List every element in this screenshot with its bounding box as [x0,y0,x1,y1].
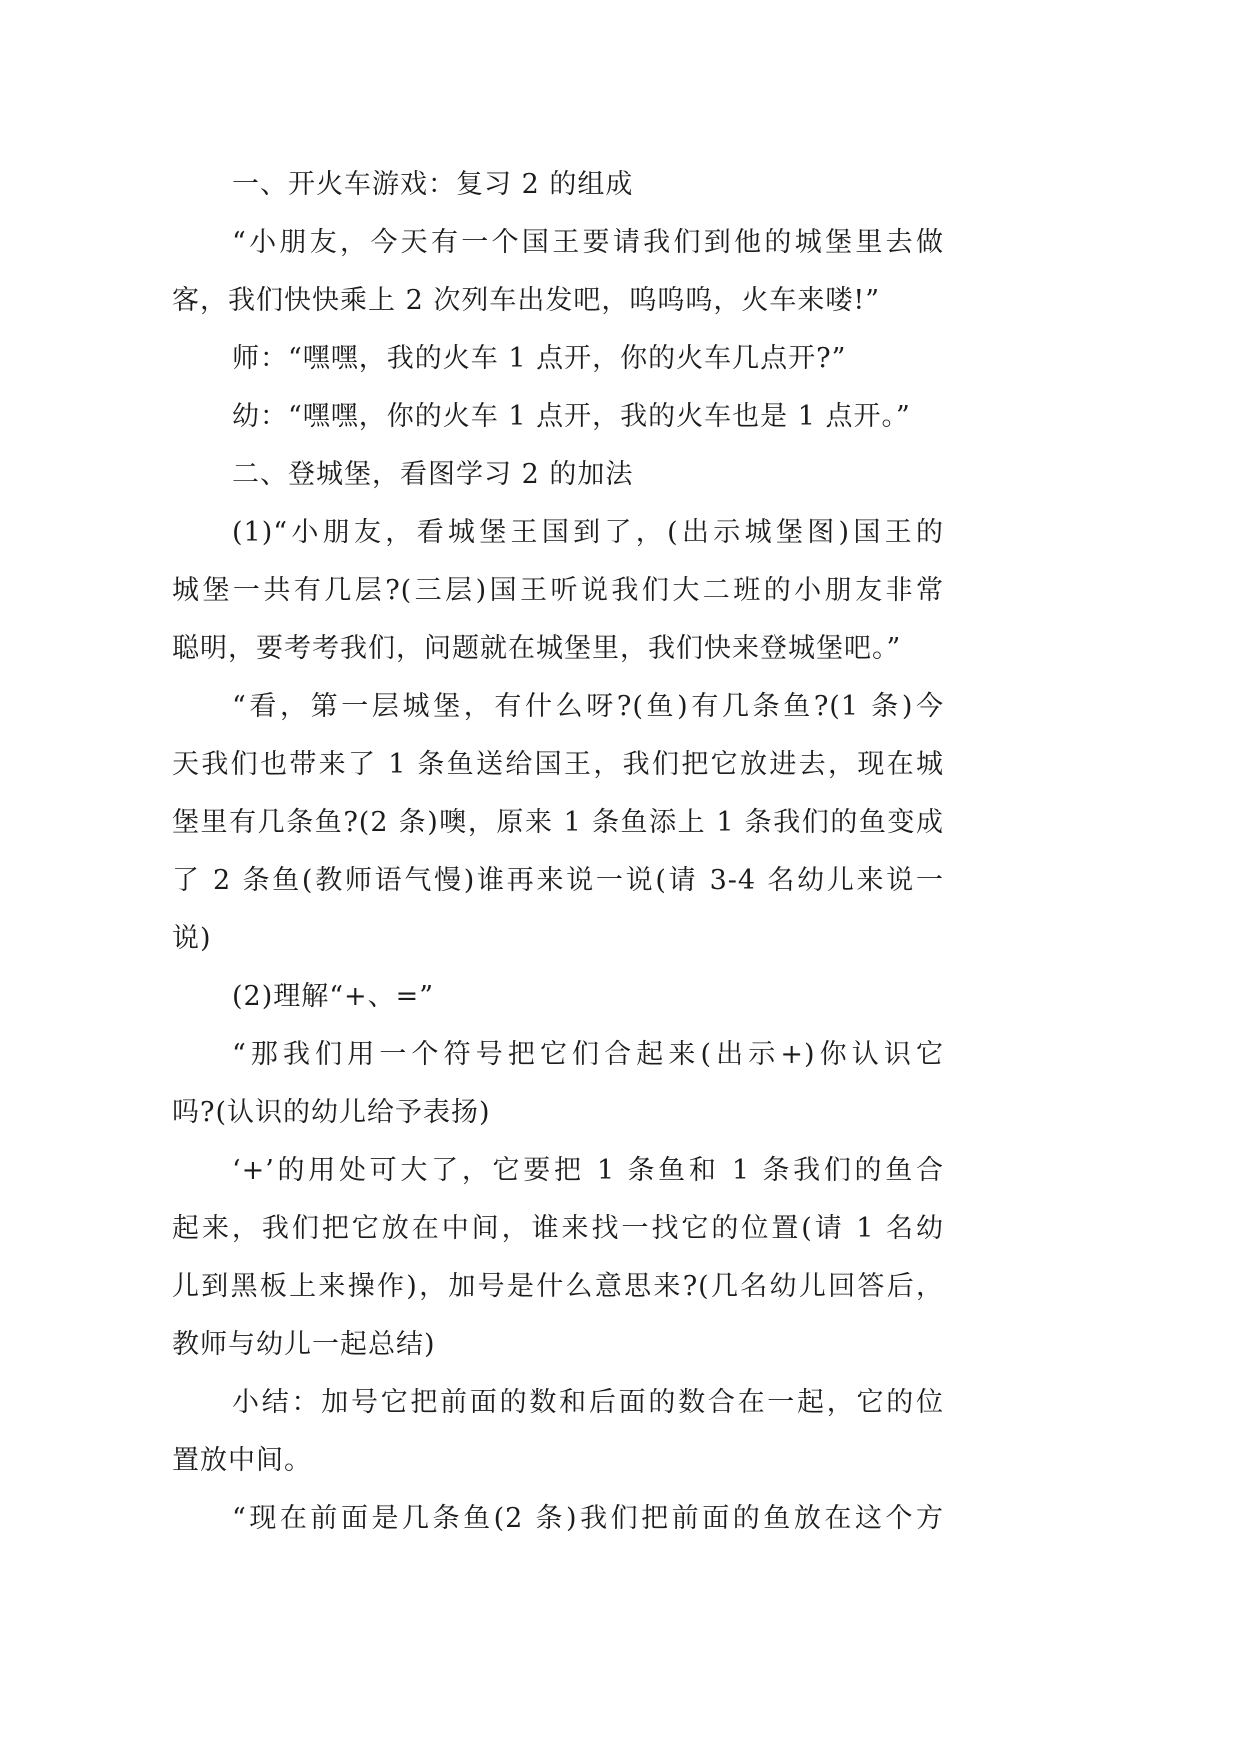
text-line: 堡里有几条鱼?(2 条)噢，原来 1 条鱼添上 1 条我们的鱼变成 [172,807,944,838]
paragraph [172,388,944,446]
paragraph [172,968,944,1026]
paragraph [172,330,944,388]
text-line: 师：“嘿嘿，我的火车 1 点开，你的火车几点开?” [232,343,847,374]
text-line: 吗?(认识的幼儿给予表扬) [172,1097,491,1128]
paragraph [172,678,944,968]
text-line: 一、开火车游戏：复习 2 的组成 [232,169,634,200]
text-line: 儿到黑板上来操作)，加号是什么意思来?(几名幼儿回答后， [172,1271,944,1302]
text-line: 了 2 条鱼(教师语气慢)谁再来说一说(请 3-4 名幼儿来说一 [172,865,944,896]
text-line: ‘+’的用处可大了，它要把 1 条鱼和 1 条我们的鱼合 [232,1155,944,1186]
paragraph [172,1026,944,1142]
paragraph [172,504,944,678]
text-line: 城堡一共有几层?(三层)国王听说我们大二班的小朋友非常 [172,575,944,606]
paragraph [172,1142,944,1374]
paragraph [172,214,944,330]
text-line: 二、登城堡，看图学习 2 的加法 [232,459,634,490]
document-body [172,156,944,1548]
paragraph [172,1490,944,1548]
section-heading [172,446,944,504]
text-line: 说) [172,923,212,954]
text-line: “小朋友，今天有一个国王要请我们到他的城堡里去做 [232,227,944,258]
text-line: 天我们也带来了 1 条鱼送给国王，我们把它放进去，现在城 [172,749,944,780]
text-line: 聪明，要考考我们，问题就在城堡里，我们快来登城堡吧。” [172,633,902,664]
text-line: (1)“小朋友，看城堡王国到了，(出示城堡图)国王的 [232,517,944,548]
paragraph [172,1374,944,1490]
text-line: “看，第一层城堡，有什么呀?(鱼)有几条鱼?(1 条)今 [232,691,944,722]
text-line: (2)理解“+、=” [232,981,435,1012]
text-line: 小结：加号它把前面的数和后面的数合在一起，它的位 [232,1387,944,1418]
text-line: 教师与幼儿一起总结) [172,1329,436,1360]
section-heading [172,156,944,214]
text-line: 客，我们快快乘上 2 次列车出发吧，呜呜呜，火车来喽!” [172,285,880,316]
text-line: “现在前面是几条鱼(2 条)我们把前面的鱼放在这个方 [232,1503,944,1534]
text-line: “那我们用一个符号把它们合起来(出示+)你认识它 [232,1039,944,1070]
text-line: 置放中间。 [172,1445,312,1476]
text-line: 幼：“嘿嘿，你的火车 1 点开，我的火车也是 1 点开。” [232,401,911,432]
text-line: 起来，我们把它放在中间，谁来找一找它的位置(请 1 名幼 [172,1213,944,1244]
